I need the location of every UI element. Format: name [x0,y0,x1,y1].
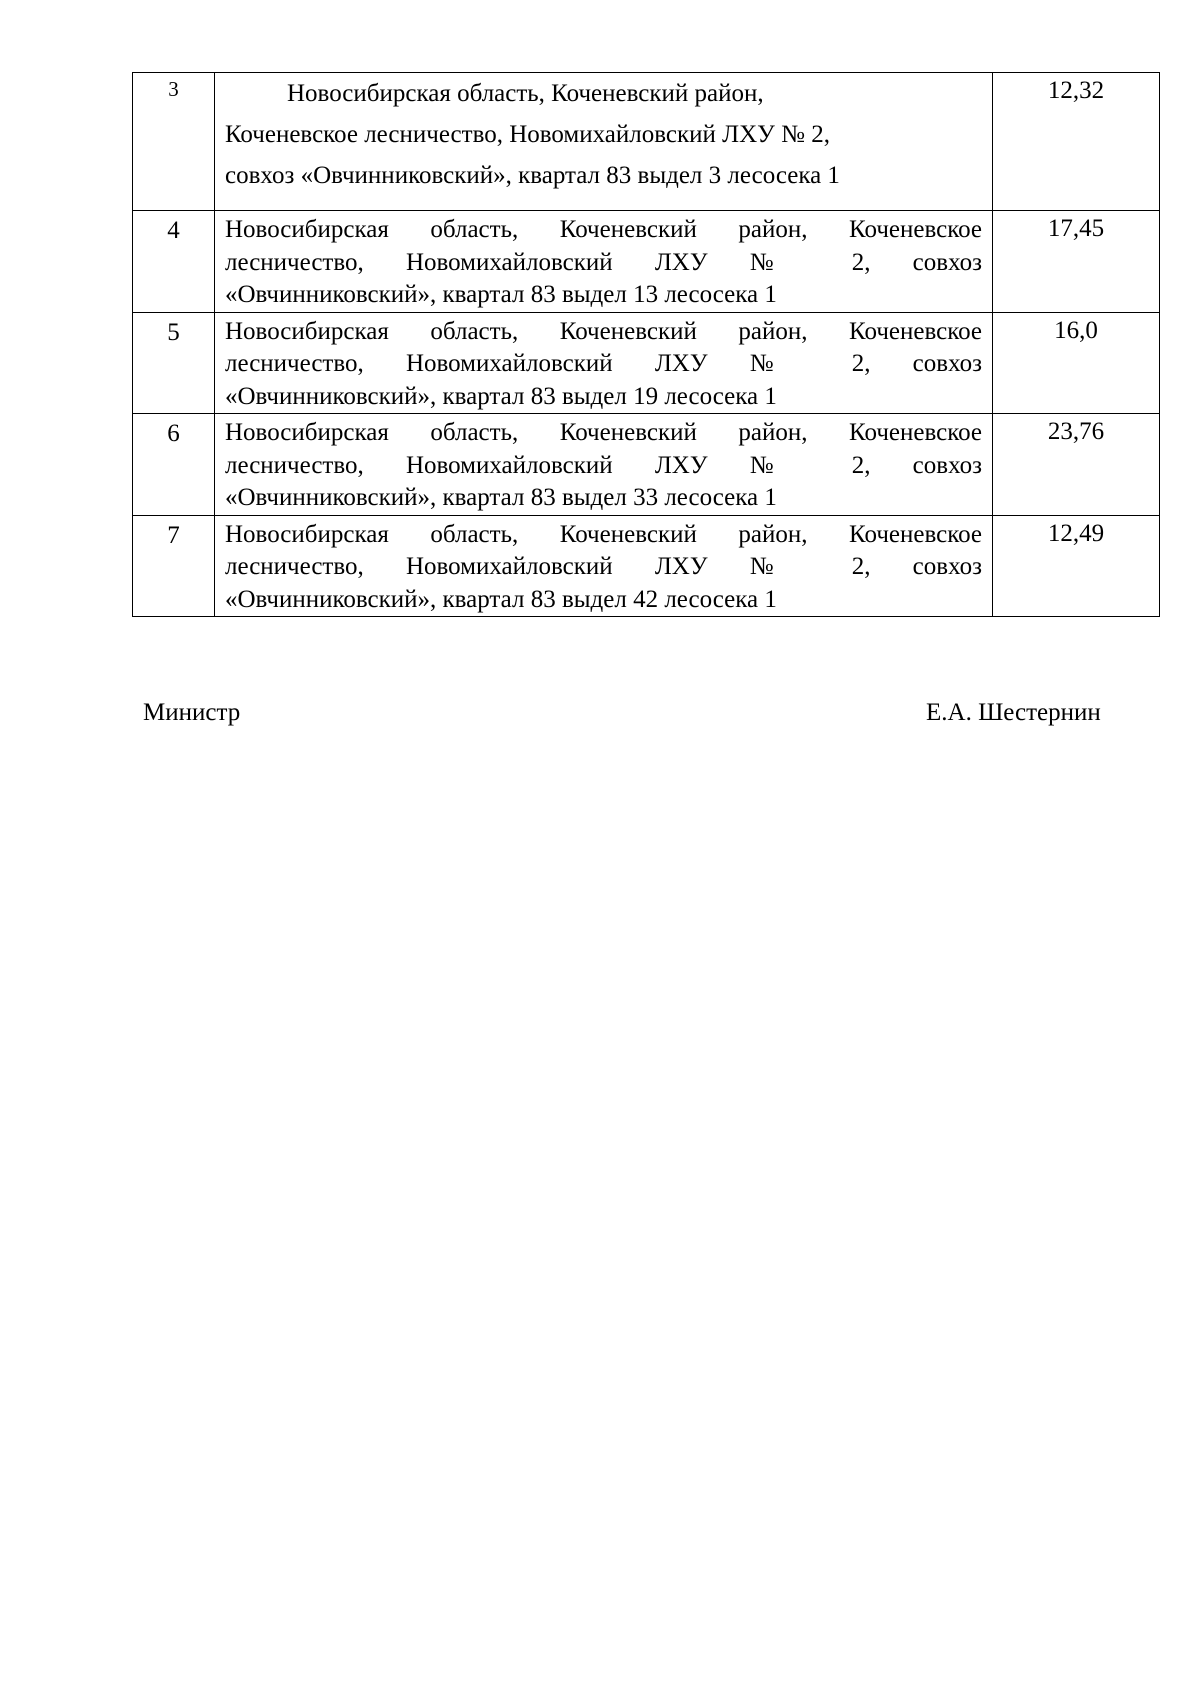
row-number: 4 [133,211,215,313]
plot-location: Новосибирская область, Коченевский район, Коченевское лесничество, Новомихайловский ЛХУ № 2, совхоз «Овчинниковский», квартал 83 выдел 33 лесосека 1 [215,414,993,516]
signatory-name: Е.А. Шестернин [926,699,1101,726]
plot-location [215,73,993,211]
plot-area: 23,76 [993,414,1160,516]
row-number: 5 [133,312,215,414]
forest-plots-table [132,72,1160,617]
table-row [133,312,1160,414]
row-number: 7 [133,515,215,617]
plot-location: Новосибирская область, Коченевский район, Коченевское лесничество, Новомихайловский ЛХУ № 2, совхоз «Овчинниковский», квартал 83 выдел 42 лесосека 1 [215,515,993,617]
plot-location-line: совхоз «Овчинниковский», квартал 83 выдел 3 лесосека 1 [225,162,840,189]
plot-location-line: Новосибирская область, Коченевский район, [287,80,764,107]
table-row [133,414,1160,516]
plot-area: 12,49 [993,515,1160,617]
plot-area: 17,45 [993,211,1160,313]
plot-area: 16,0 [993,312,1160,414]
row-number: 3 [133,73,215,211]
plot-location: Новосибирская область, Коченевский район, Коченевское лесничество, Новомихайловский ЛХУ № 2, совхоз «Овчинниковский», квартал 83 выдел 19 лесосека 1 [215,312,993,414]
table-row [133,211,1160,313]
plot-location-line: Коченевское лесничество, Новомихайловский ЛХУ № 2, [225,121,830,148]
signatory-title: Министр [143,699,241,726]
table-row [133,73,1160,211]
table-row [133,515,1160,617]
row-number: 6 [133,414,215,516]
plot-location: Новосибирская область, Коченевский район, Коченевское лесничество, Новомихайловский ЛХУ № 2, совхоз «Овчинниковский», квартал 83 выдел 13 лесосека 1 [215,211,993,313]
plot-area: 12,32 [993,73,1160,211]
